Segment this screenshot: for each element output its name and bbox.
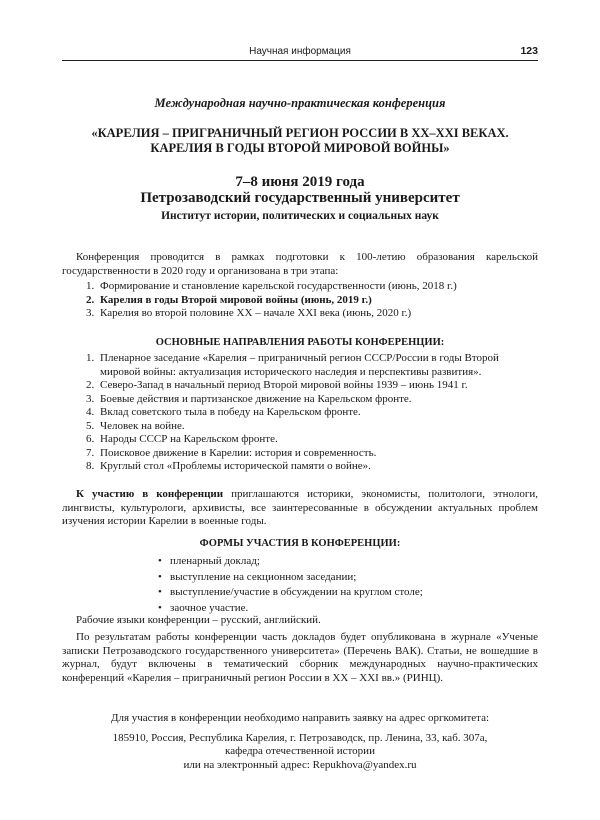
list-item-text: Формирование и становление карельской государственности (июнь, 2018 г.) bbox=[100, 280, 457, 292]
list-item bbox=[86, 294, 530, 308]
list-number: 7. bbox=[86, 446, 95, 459]
forms-list bbox=[158, 554, 530, 616]
results-paragraph: По результатам работы конференции часть докладов будет опубликована в журнале «Ученые записки Петрозаводского государственного университета» (Перечень ВАК). Статьи, не вошедшие в журнал, будут включены в тематический сборник международных научно-практических конференций «Карелия – приграничный регион России в XX – XXI вв.» (РИНЦ). bbox=[62, 631, 538, 684]
list-item-text: Поисковое движение в Карелии: история и современность. bbox=[100, 446, 377, 459]
page-number: 123 bbox=[520, 45, 538, 57]
list-item bbox=[86, 406, 530, 420]
list-number: 6. bbox=[86, 433, 95, 445]
list-number: 3. bbox=[86, 392, 95, 405]
header-section-title: Научная информация bbox=[249, 46, 351, 57]
bullet-icon: • bbox=[158, 601, 162, 614]
list-item bbox=[158, 554, 530, 570]
running-header bbox=[62, 44, 538, 61]
list-number: 1. bbox=[86, 352, 95, 364]
list-item bbox=[86, 433, 530, 447]
bullet-icon: • bbox=[158, 586, 162, 598]
list-item-text: Пленарное заседание «Карелия – приграничный регион СССР/России в годы Второй мировой войны: актуализация исторического наследия и перспективы развития». bbox=[100, 352, 499, 378]
list-item-text: Круглый стол «Проблемы исторической памяти о войне». bbox=[100, 460, 371, 472]
invitation-lead: К участию в конференции bbox=[76, 488, 224, 500]
list-item bbox=[158, 570, 530, 586]
list-number: 4. bbox=[86, 406, 95, 418]
list-item bbox=[86, 379, 530, 393]
list-item bbox=[86, 393, 530, 407]
conference-title bbox=[62, 126, 538, 156]
contact-address: 185910, Россия, Республика Карелия, г. Петрозаводск, пр. Ленина, 33, каб. 307а, bbox=[112, 731, 488, 744]
contact-block bbox=[62, 712, 538, 772]
languages-paragraph: Рабочие языки конференции – русский, английский. bbox=[76, 614, 321, 626]
bullet-icon: • bbox=[158, 555, 162, 567]
conference-type: Международная научно-практическая конференция bbox=[154, 96, 446, 110]
list-number: 2. bbox=[86, 293, 95, 306]
list-item-text: Карелия в годы Второй мировой войны (июнь, 2019 г.) bbox=[100, 293, 372, 306]
list-number: 3. bbox=[86, 307, 95, 319]
list-number: 8. bbox=[86, 460, 95, 472]
list-item bbox=[86, 307, 530, 321]
list-item-text: Человек на войне. bbox=[100, 419, 185, 432]
list-item-text: Боевые действия и партизанское движение на Карельском фронте. bbox=[100, 392, 412, 405]
list-item-text: выступление на секционном заседании; bbox=[170, 570, 357, 583]
conference-institute: Институт истории, политических и социальных наук bbox=[161, 210, 439, 222]
intro-paragraph: Конференция проводится в рамках подготовки к 100-летию образования карельской государственности в 2020 году и организована в три этапа: bbox=[62, 251, 538, 277]
conference-title-line2: КАРЕЛИЯ В ГОДЫ ВТОРОЙ МИРОВОЙ ВОЙНЫ» bbox=[150, 141, 450, 155]
directions-heading: ОСНОВНЫЕ НАПРАВЛЕНИЯ РАБОТЫ КОНФЕРЕНЦИИ: bbox=[155, 337, 445, 348]
contact-department: кафедра отечественной истории bbox=[225, 745, 375, 757]
invitation-paragraph bbox=[62, 488, 538, 529]
list-number: 2. bbox=[86, 379, 95, 391]
contact-intro: Для участия в конференции необходимо направить заявку на адрес оргкомитета: bbox=[110, 712, 490, 724]
list-item-text: пленарный доклад; bbox=[170, 555, 260, 567]
list-item-text: выступление/участие в обсуждении на круглом столе; bbox=[170, 586, 423, 598]
conference-date: 7–8 июня 2019 года bbox=[235, 174, 365, 190]
list-number: 1. bbox=[86, 280, 95, 292]
conference-university: Петрозаводский государственный университет bbox=[140, 190, 460, 206]
forms-heading: ФОРМЫ УЧАСТИЯ В КОНФЕРЕНЦИИ: bbox=[199, 538, 401, 549]
list-number: 5. bbox=[86, 419, 95, 432]
bullet-icon: • bbox=[158, 570, 162, 583]
list-item-text: Карелия во второй половине XX – начале XXI века (июнь, 2020 г.) bbox=[100, 307, 412, 319]
list-item bbox=[86, 280, 530, 294]
conference-title-line1: «КАРЕЛИЯ – ПРИГРАНИЧНЫЙ РЕГИОН РОССИИ В XX–XXI ВЕКАХ. bbox=[91, 126, 509, 140]
contact-email: или на электронный адрес: Repukhova@yandex.ru bbox=[183, 758, 417, 771]
invitation-text: приглашаются историки, экономисты, политологи, этнологи, лингвисты, культурологи, архивисты, все заинтересованные в обсуждении актуальных проблем изучения истории Карелии в военные годы. bbox=[62, 488, 538, 527]
conference-date-venue bbox=[62, 174, 538, 206]
list-item-text: Вклад советского тыла в победу на Карельском фронте. bbox=[100, 406, 361, 418]
list-item bbox=[158, 585, 530, 601]
list-item bbox=[86, 447, 530, 461]
stages-list bbox=[86, 280, 530, 321]
list-item-text: заочное участие. bbox=[170, 601, 249, 614]
list-item bbox=[86, 352, 530, 379]
directions-list bbox=[86, 352, 530, 474]
list-item-text: Северо-Запад в начальный период Второй мировой войны 1939 – июнь 1941 г. bbox=[100, 379, 468, 391]
list-item bbox=[86, 420, 530, 434]
list-item bbox=[86, 460, 530, 474]
list-item-text: Народы СССР на Карельском фронте. bbox=[100, 433, 278, 445]
